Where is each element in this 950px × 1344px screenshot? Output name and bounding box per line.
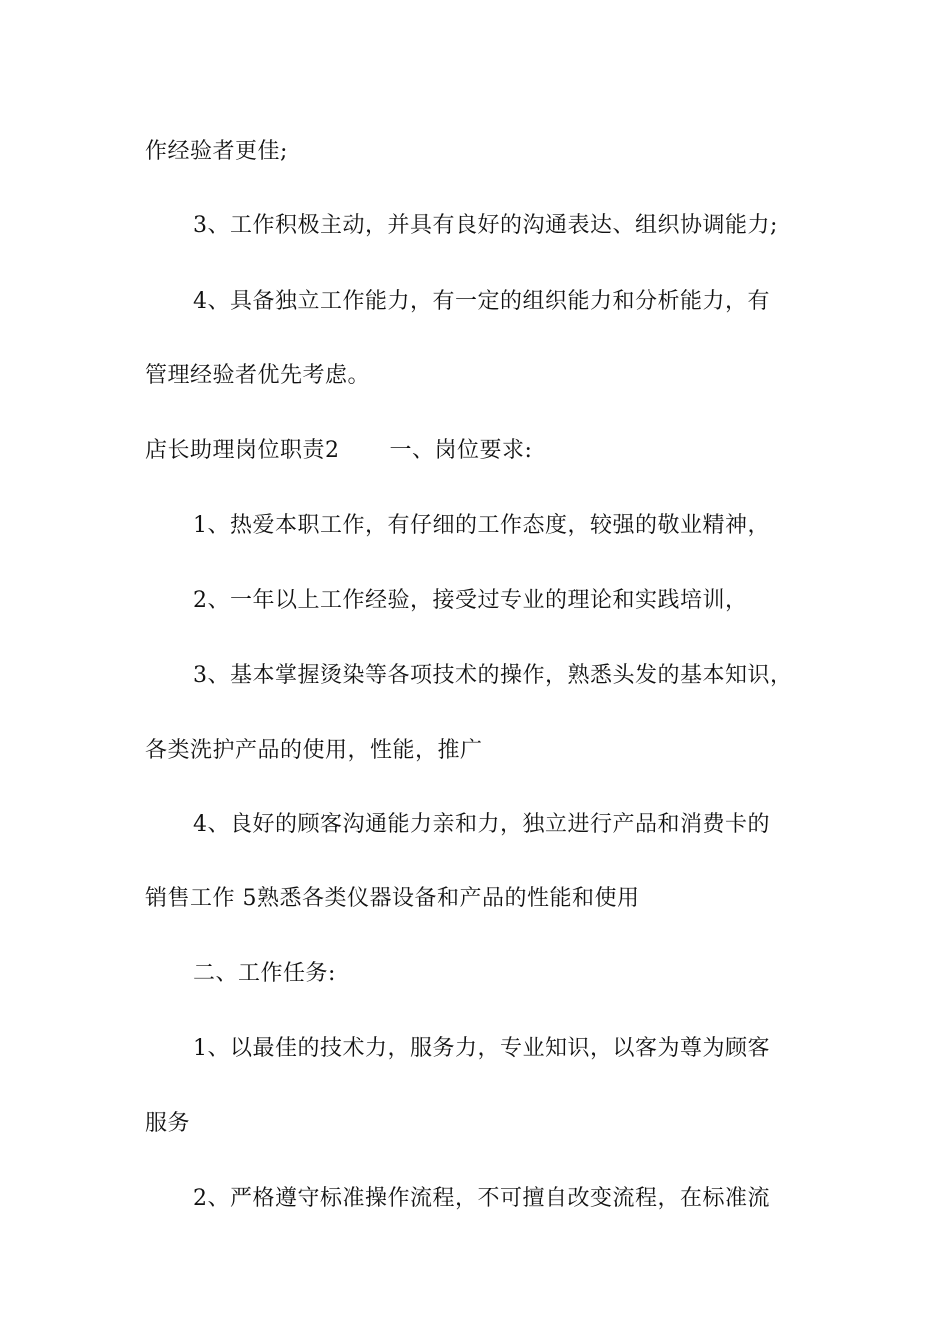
paragraph-line: 各类洗护产品的使用，性能，推广 (145, 738, 483, 763)
paragraph-line: 1、热爱本职工作，有仔细的工作态度，较强的敬业精神， (193, 513, 770, 538)
paragraph-line: 4、良好的顾客沟通能力亲和力，独立进行产品和消费卡的 (193, 812, 770, 837)
paragraph-line: 1、以最佳的技术力，服务力，专业知识，以客为尊为顾客 (193, 1036, 770, 1061)
section-title: 店长助理岗位职责2 (145, 438, 340, 463)
paragraph-line: 2、一年以上工作经验，接受过专业的理论和实践培训， (193, 588, 748, 613)
section-subtitle: 一、岗位要求: (389, 438, 533, 463)
paragraph-line: 管理经验者优先考虑。 (145, 363, 371, 388)
paragraph-line: 3、工作积极主动，并具有良好的沟通表达、组织协调能力; (193, 213, 778, 238)
paragraph-line: 3、基本掌握烫染等各项技术的操作，熟悉头发的基本知识， (193, 663, 793, 688)
paragraph-line: 4、具备独立工作能力，有一定的组织能力和分析能力，有 (193, 289, 770, 314)
paragraph-line: 服务 (145, 1111, 191, 1136)
paragraph-line: 二、工作任务: (193, 961, 336, 986)
paragraph-line: 销售工作 5熟悉各类仪器设备和产品的性能和使用 (145, 886, 640, 911)
paragraph-line: 作经验者更佳; (145, 139, 288, 164)
paragraph-line: 2、严格遵守标准操作流程，不可擅自改变流程，在标准流 (193, 1186, 770, 1211)
section-heading-row (145, 437, 532, 465)
